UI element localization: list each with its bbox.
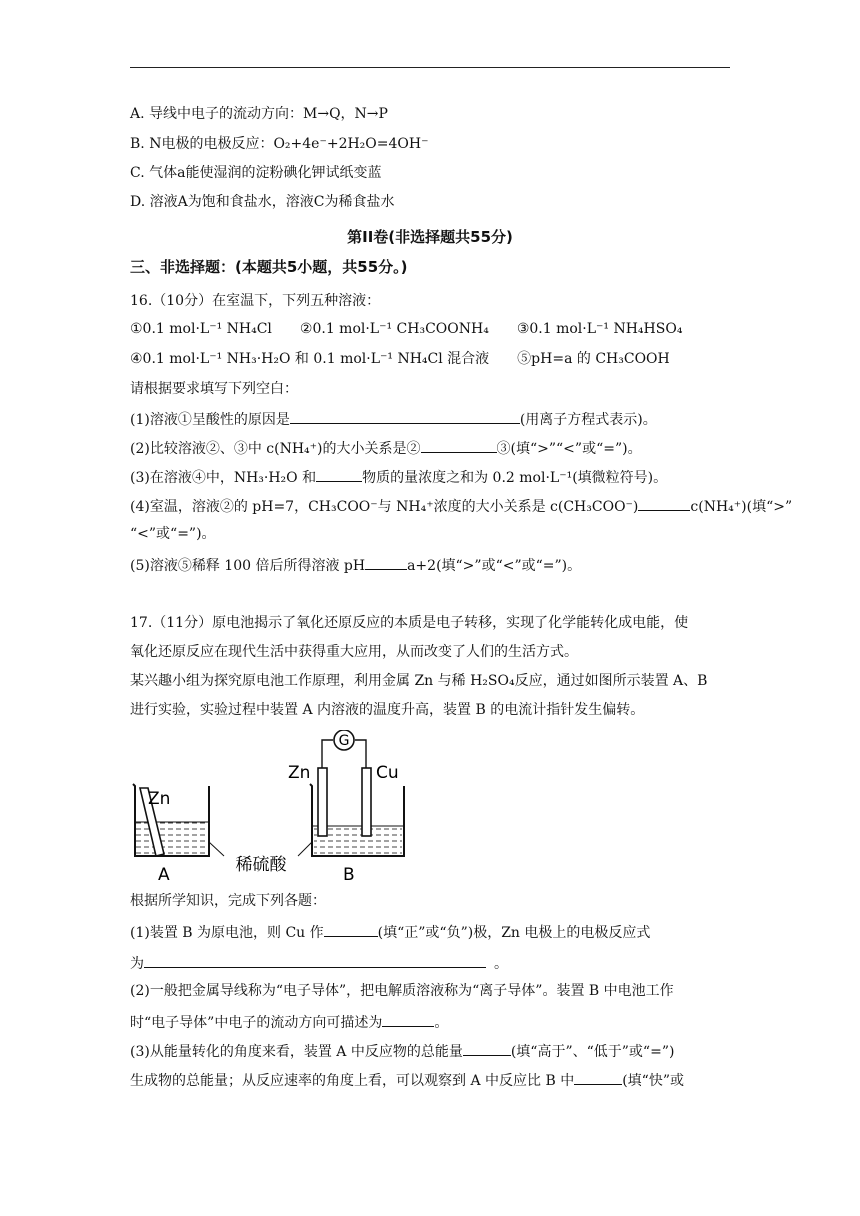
q17-stem-3: 某兴趣小组为探究原电池工作原理，利用金属 Zn 与稀 H₂SO₄反应，通过如图所示装置 A、B (130, 673, 708, 689)
q16-part4-cont: “<”或“=”)。 (130, 526, 216, 542)
q16-part5 (130, 555, 581, 575)
q17-part3-cont (130, 1070, 684, 1090)
q16-stem: 16.（10分）在室温下，下列五种溶液： (130, 293, 381, 309)
q16-part4 (130, 496, 792, 516)
label-b: B (343, 865, 355, 885)
q16-solutions-1: ①0.1 mol·L⁻¹ NH₄Cl ②0.1 mol·L⁻¹ CH₃COONH₄ ③0.1 mol·L⁻¹ NH₄HSO₄ (130, 321, 683, 337)
q16-part4-text: (4)室温，溶液②的 pH=7，CH₃COO⁻与 NH₄⁺浓度的大小关系是 c(CH₃COO⁻) (130, 499, 639, 515)
beaker-b (288, 730, 404, 885)
q16-part1 (130, 409, 657, 429)
q17-part1 (130, 922, 650, 942)
q16-part4-suffix: c(NH₄⁺)(填“>” (690, 499, 793, 515)
q16-blank-1[interactable] (290, 409, 520, 424)
copper-electrode-b (362, 768, 371, 836)
q17-part1-end: 。 (494, 956, 508, 972)
q17-blank-2[interactable] (144, 953, 486, 968)
zinc-label-a: Zn (148, 789, 171, 809)
q17-stem-1: 17.（11分）原电池揭示了氧化还原反应的本质是电子转移，实现了化学能转化成电能，使 (130, 615, 689, 631)
q16-part2-text: (2)比较溶液②、③中 c(NH₄⁺)的大小关系是② (130, 441, 421, 457)
q16-part5-suffix: a+2(填“>”或“<”或“=”)。 (407, 558, 582, 574)
q17-part3-suffix: (填“高于”、“低于”或“=”) (510, 1044, 675, 1060)
top-rule (130, 67, 730, 68)
q17-blank-1[interactable] (324, 922, 378, 937)
q16-part1-suffix: (用离子方程式表示)。 (519, 412, 657, 428)
q16-blank-5[interactable] (365, 555, 407, 570)
zinc-label-b: Zn (288, 763, 311, 783)
zinc-electrode-b (318, 768, 327, 836)
q17-prompt: 根据所学知识，完成下列各题： (130, 893, 326, 909)
q16-part5-text: (5)溶液⑤稀释 100 倍后所得溶液 pH (130, 558, 366, 574)
q16-blank-2[interactable] (421, 438, 497, 453)
q16-part3-suffix: 物质的量浓度之和为 0.2 mol·L⁻¹(填微粒符号)。 (362, 470, 668, 486)
q16-part2-suffix: ③(填“>”“<”或“=”)。 (496, 441, 642, 457)
wire-right (355, 740, 366, 768)
q17-part3 (130, 1041, 674, 1061)
q17-part3-suffix2: (填“快”或 (622, 1073, 684, 1089)
q17-part2-text: 时“电子导体”中电子的流动方向可描述为 (130, 1015, 383, 1031)
q17-part3-text: (3)从能量转化的角度来看，装置 A 中反应物的总能量 (130, 1044, 463, 1060)
q16-part1-text: (1)溶液①呈酸性的原因是 (130, 412, 290, 428)
part-title: 第II卷(非选择题共55分) (347, 228, 513, 246)
wire-left (322, 740, 333, 768)
option-c: C. 气体a能使湿润的淀粉碘化钾试纸变蓝 (130, 165, 382, 181)
q17-part1-text: (1)装置 B 为原电池，则 Cu 作 (130, 925, 324, 941)
q17-blank-3[interactable] (382, 1012, 434, 1027)
beaker-a (133, 784, 209, 885)
q17-part1-suffix: (填“正”或“负”)极，Zn 电极上的电极反应式 (377, 925, 651, 941)
q17-stem-4: 进行实验，实验过程中装置 A 内溶液的温度升高，装置 B 的电流计指针发生偏转。 (130, 702, 645, 718)
q17-part2-end: 。 (434, 1015, 449, 1031)
section-title: 三、非选择题：(本题共5小题，共55分。) (130, 258, 408, 276)
q17-stem-2: 氧化还原反应在现代生活中获得重大应用，从而改变了人们的生活方式。 (130, 644, 578, 660)
option-b: B. N电极的电极反应：O₂+4e⁻+2H₂O=4OH⁻ (130, 136, 429, 152)
q17-part2-cont (130, 1012, 448, 1032)
apparatus-figure (128, 730, 418, 886)
q17-part1-lead: 为 (130, 956, 144, 972)
label-a: A (158, 865, 170, 885)
option-d: D. 溶液A为饱和食盐水，溶液C为稀食盐水 (130, 194, 395, 210)
q17-part2: (2)一般把金属导线称为“电子导体”，把电解质溶液称为“离子导体”。装置 B 中电池工作 (130, 983, 674, 999)
q16-part2 (130, 438, 642, 458)
q16-part3-text: (3)在溶液④中，NH₃·H₂O 和 (130, 470, 317, 486)
q17-part3-text2: 生成物的总能量；从反应速率的角度上看，可以观察到 A 中反应比 B 中 (130, 1073, 575, 1089)
option-a: A. 导线中电子的流动方向：M→Q，N→P (130, 106, 388, 122)
q16-blank-4[interactable] (638, 496, 690, 511)
galvanometer-label: G (338, 733, 350, 749)
copper-label-b: Cu (376, 763, 399, 783)
q16-blank-3[interactable] (316, 467, 362, 482)
acid-label: 稀硫酸 (235, 855, 287, 875)
q17-blank-4[interactable] (463, 1041, 511, 1056)
q17-blank-5[interactable] (574, 1070, 622, 1085)
q16-solutions-2: ④0.1 mol·L⁻¹ NH₃·H₂O 和 0.1 mol·L⁻¹ NH₄Cl 混合液 ⑤pH=a 的 CH₃COOH (130, 351, 670, 367)
q16-part3 (130, 467, 667, 487)
q17-part1-cont (130, 953, 508, 973)
q16-prompt: 请根据要求填写下列空白： (130, 381, 298, 397)
